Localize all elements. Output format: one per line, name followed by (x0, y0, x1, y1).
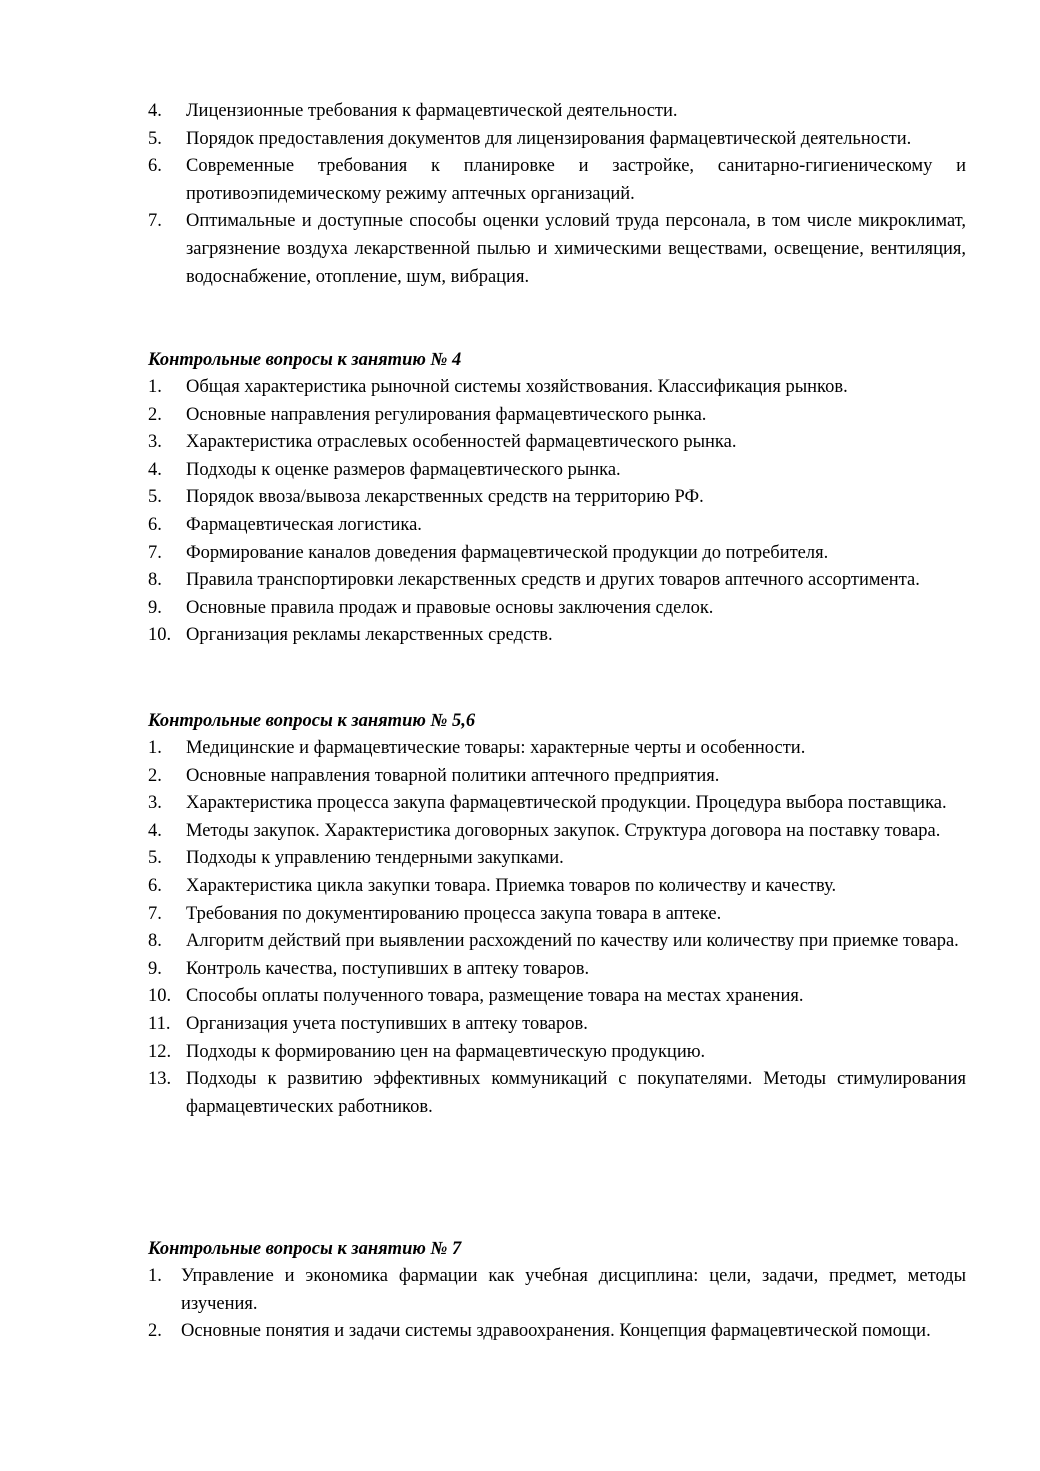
item-text: Формирование каналов доведения фармацевтической продукции до потребителя. (186, 542, 829, 563)
section-heading: Контрольные вопросы к занятию № 4 (148, 350, 462, 370)
item-text: Характеристика процесса закупа фармацевтической продукции. Процедура выбора поставщика. (186, 793, 947, 814)
list-item (148, 540, 966, 568)
list-item (148, 98, 966, 126)
list-item (148, 1318, 966, 1346)
item-number: 6. (148, 156, 162, 177)
item-number: 7. (148, 211, 162, 232)
question-list (148, 374, 966, 650)
list-item (148, 983, 966, 1011)
item-number: 4. (148, 820, 162, 841)
list-item (148, 512, 966, 540)
item-text: Характеристика цикла закупки товара. Приемка товаров по количеству и качеству. (186, 875, 837, 896)
list-item (148, 956, 966, 984)
list-item (148, 567, 966, 595)
list-item (148, 818, 966, 846)
question-list (148, 735, 966, 1121)
item-text: Современные требования к планировке и застройке, санитарно-гигиеническому и противоэпидемическому режиму аптечных организаций. (186, 156, 966, 204)
item-number: 10. (148, 986, 172, 1007)
list-item (148, 153, 966, 208)
item-text: Порядок предоставления документов для лицензирования фармацевтической деятельности. (186, 128, 912, 149)
list-item (148, 1039, 966, 1067)
list-item (148, 429, 966, 457)
list-item (148, 790, 966, 818)
item-number: 6. (148, 514, 162, 535)
item-text: Лицензионные требования к фармацевтической деятельности. (186, 101, 678, 121)
item-number: 9. (148, 597, 162, 618)
item-text: Организация рекламы лекарственных средств. (186, 625, 553, 646)
item-number: 10. (148, 625, 172, 646)
item-text: Основные правила продаж и правовые основы заключения сделок. (186, 597, 714, 618)
item-text: Подходы к управлению тендерными закупками. (186, 848, 564, 869)
item-number: 7. (148, 903, 162, 924)
item-text: Подходы к оценке размеров фармацевтического рынка. (186, 459, 621, 480)
item-number: 5. (148, 487, 162, 508)
question-section-lesson-7 (148, 1235, 966, 1346)
list-item (148, 374, 966, 402)
item-text: Оптимальные и доступные способы оценки условий труда персонала, в том числе микроклимат, загрязнение воздуха лекарственной пылью и химическими веществами, освещение, вентиляция, водоснабжение, отопление, шум, вибрация. (186, 211, 966, 287)
item-number: 8. (148, 570, 162, 591)
item-number: 1. (148, 377, 162, 397)
item-text: Правила транспортировки лекарственных средств и других товаров аптечного ассортимента. (186, 570, 920, 591)
question-list (148, 1263, 966, 1346)
section-heading: Контрольные вопросы к занятию № 7 (148, 1239, 462, 1259)
item-text: Требования по документированию процесса закупа товара в аптеке. (186, 903, 722, 924)
item-text: Управление и экономика фармации как учебная дисциплина: цели, задачи, предмет, методы изучения. (181, 1266, 966, 1314)
item-text: Подходы к формированию цен на фармацевтическую продукцию. (186, 1041, 706, 1062)
section-heading: Контрольные вопросы к занятию № 5,6 (148, 711, 476, 731)
item-number: 4. (148, 101, 162, 121)
item-number: 11. (148, 1013, 171, 1034)
item-number: 4. (148, 459, 162, 480)
item-number: 6. (148, 875, 162, 896)
list-item (148, 484, 966, 512)
item-text: Медицинские и фармацевтические товары: характерные черты и особенности. (186, 738, 806, 758)
item-number: 7. (148, 542, 162, 563)
item-number: 2. (148, 765, 162, 786)
question-section-continued (148, 98, 966, 291)
list-item (148, 595, 966, 623)
item-text: Методы закупок. Характеристика договорных закупок. Структура договора на поставку товара. (186, 820, 941, 841)
item-text: Алгоритм действий при выявлении расхождений по качеству или количеству при приемке товара. (186, 931, 959, 952)
item-number: 12. (148, 1041, 172, 1062)
item-text: Контроль качества, поступивших в аптеку товаров. (186, 958, 590, 979)
item-number: 13. (148, 1069, 172, 1090)
list-item (148, 402, 966, 430)
item-number: 2. (148, 404, 162, 425)
list-item (148, 208, 966, 291)
item-number: 2. (148, 1321, 162, 1342)
item-text: Порядок ввоза/вывоза лекарственных средств на территорию РФ. (186, 487, 704, 508)
list-item (148, 763, 966, 791)
item-text: Основные направления регулирования фармацевтического рынка. (186, 404, 707, 425)
item-text: Основные понятия и задачи системы здравоохранения. Концепция фармацевтической помощи. (181, 1321, 931, 1342)
list-item (148, 845, 966, 873)
item-number: 3. (148, 432, 162, 453)
item-text: Организация учета поступивших в аптеку товаров. (186, 1013, 588, 1034)
list-item (148, 1011, 966, 1039)
item-number: 8. (148, 931, 162, 952)
item-text: Общая характеристика рыночной системы хозяйствования. Классификация рынков. (186, 377, 848, 397)
item-number: 1. (148, 738, 162, 758)
item-text: Основные направления товарной политики аптечного предприятия. (186, 765, 720, 786)
item-number: 9. (148, 958, 162, 979)
item-text: Подходы к развитию эффективных коммуникаций с покупателями. Методы стимулирования фармацевтических работников. (186, 1069, 966, 1117)
list-item (148, 457, 966, 485)
list-item (148, 1066, 966, 1121)
item-number: 5. (148, 128, 162, 149)
item-number: 3. (148, 793, 162, 814)
question-list (148, 98, 966, 291)
list-item (148, 126, 966, 154)
list-item (148, 735, 966, 763)
item-text: Характеристика отраслевых особенностей фармацевтического рынка. (186, 432, 737, 453)
item-number: 5. (148, 848, 162, 869)
question-section-lesson-4 (148, 346, 966, 650)
question-section-lesson-5-6 (148, 707, 966, 1121)
list-item (148, 1263, 966, 1318)
item-number: 1. (148, 1266, 162, 1286)
list-item (148, 622, 966, 650)
item-text: Способы оплаты полученного товара, размещение товара на местах хранения. (186, 986, 804, 1007)
list-item (148, 873, 966, 901)
list-item (148, 928, 966, 956)
item-text: Фармацевтическая логистика. (186, 514, 422, 535)
list-item (148, 901, 966, 929)
